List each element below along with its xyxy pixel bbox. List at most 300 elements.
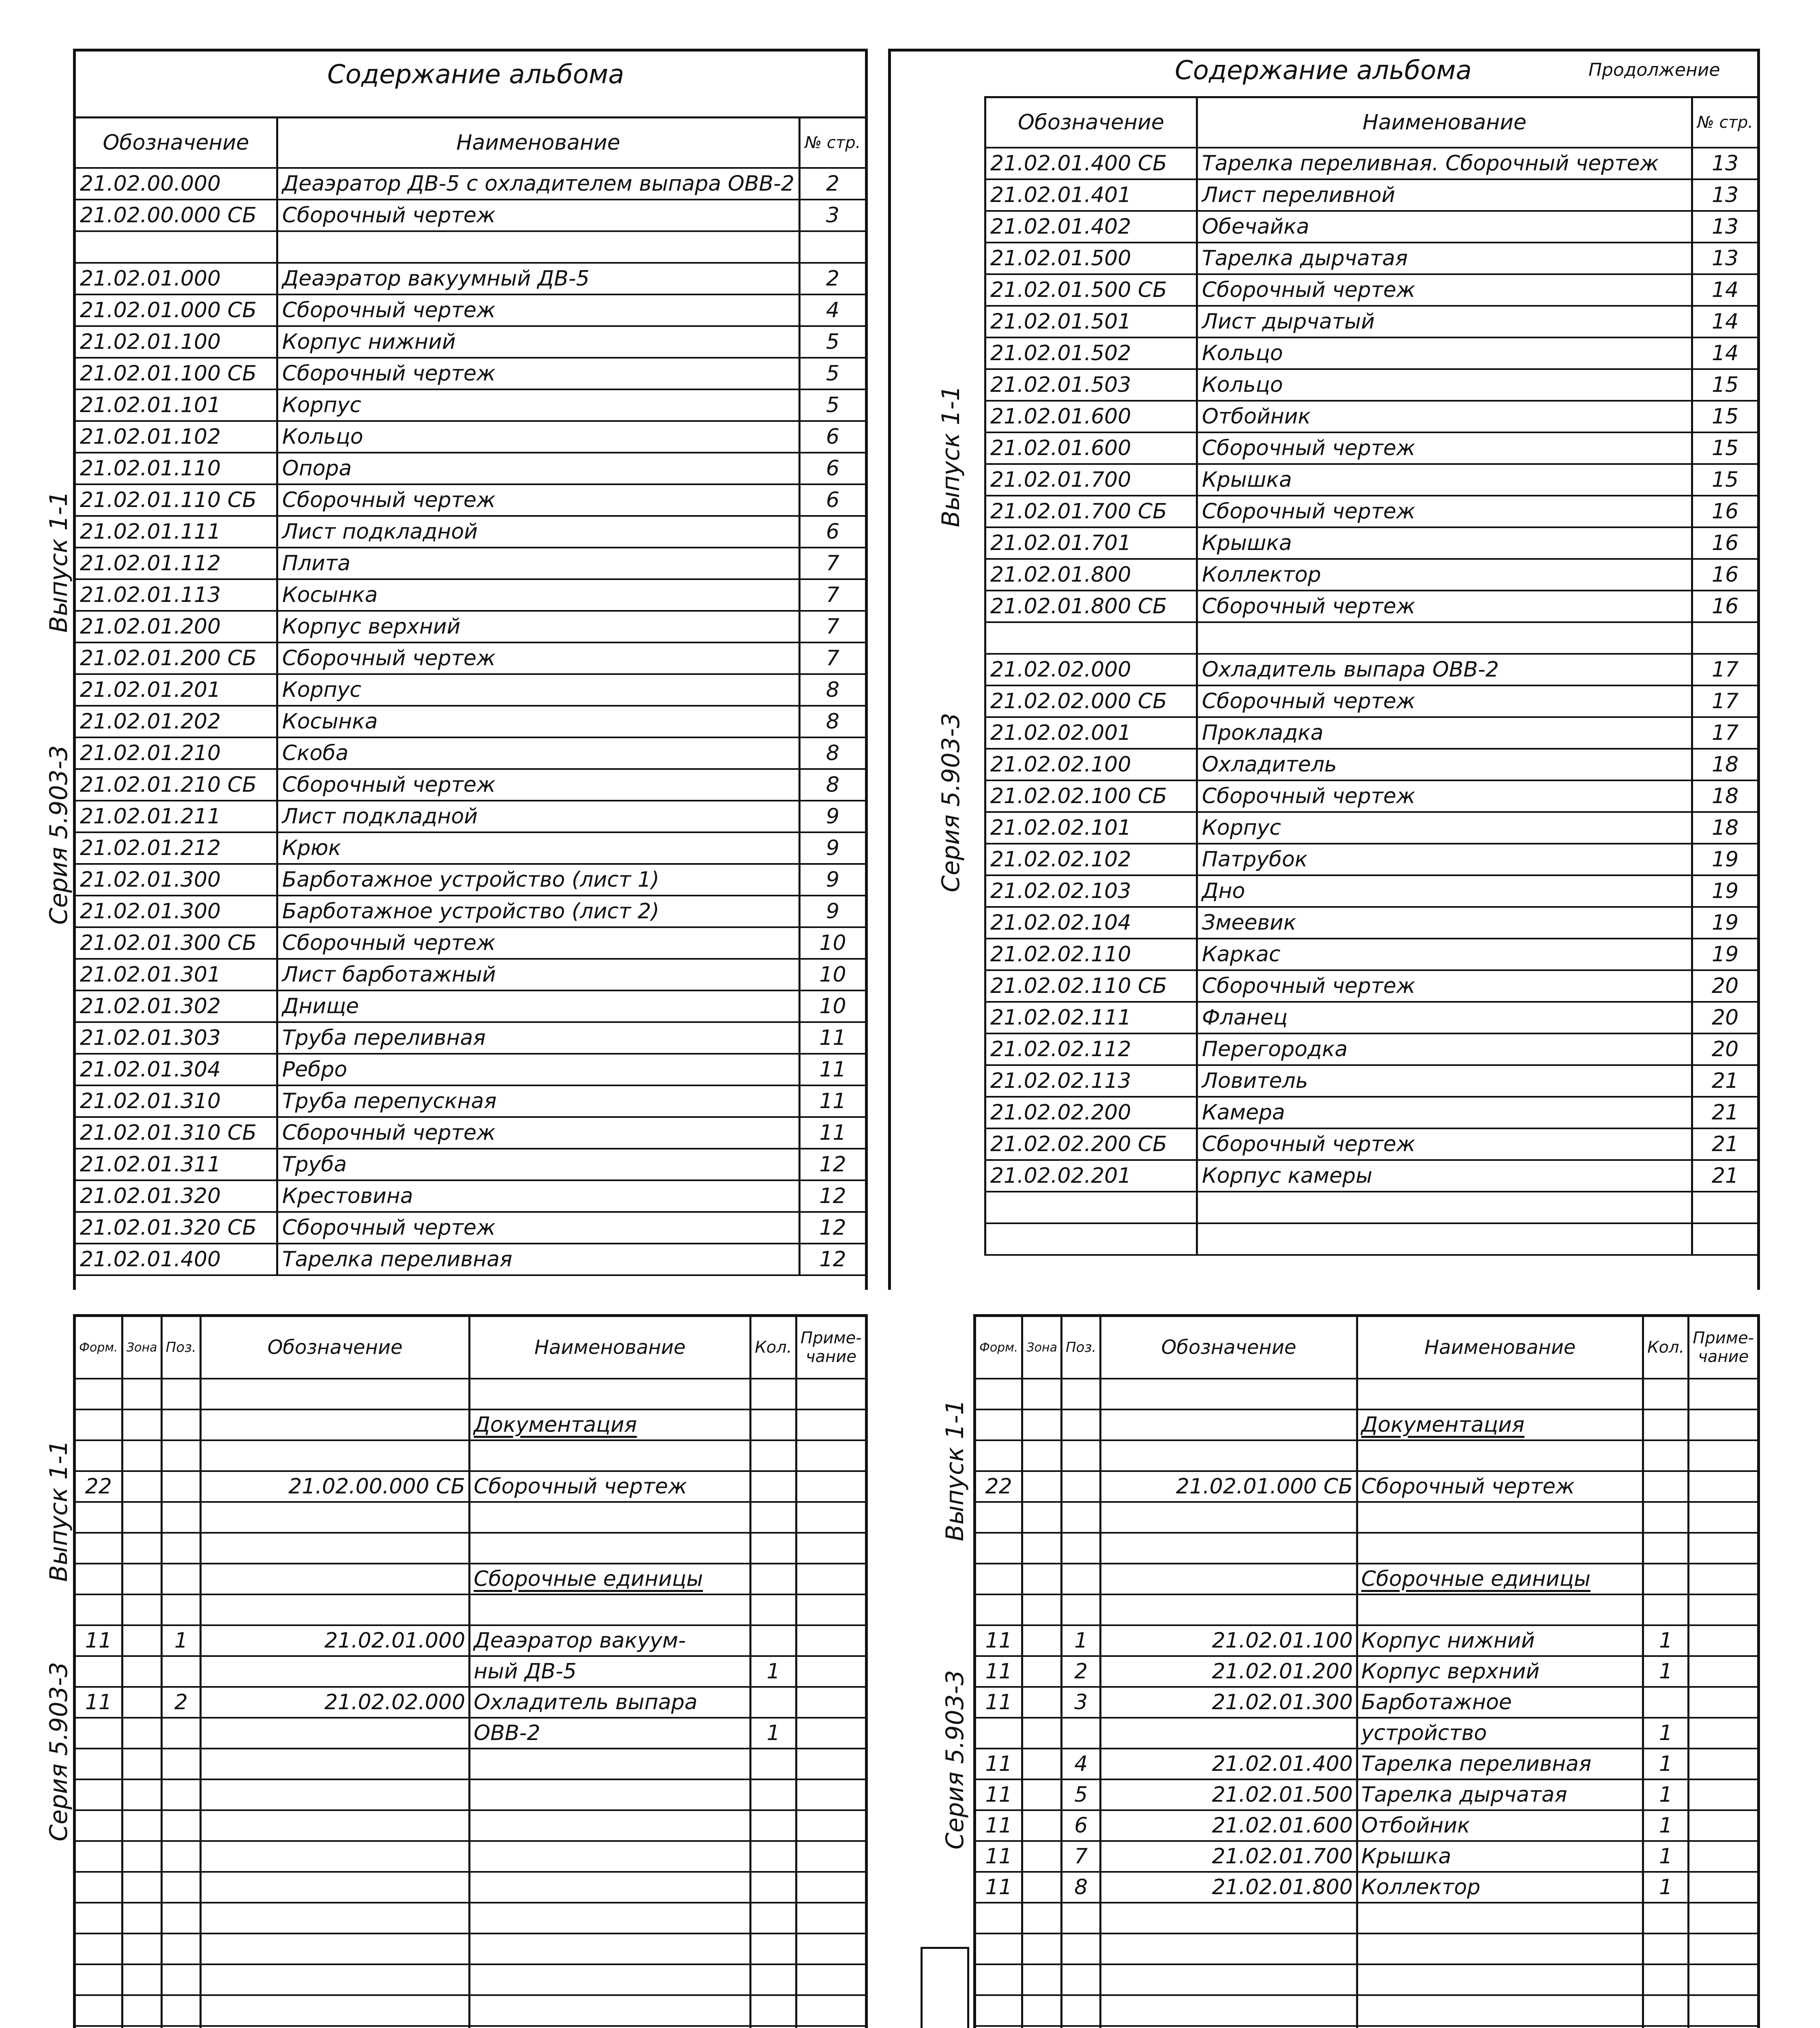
spec-cell-note xyxy=(1689,1625,1757,1656)
spec-cell-note xyxy=(796,1409,865,1440)
spec-cell-zone xyxy=(1022,1440,1062,1471)
spec-cell-note xyxy=(1689,2026,1757,2028)
spec-cell-pos xyxy=(161,1810,201,1841)
spec-cell-qty: 1 xyxy=(1643,1625,1689,1656)
spec-cell-name xyxy=(470,1995,751,2026)
spec-cell-zone xyxy=(1022,1841,1062,1872)
list-cell-name: Корпус xyxy=(277,674,799,706)
spec-cell-zone xyxy=(122,1440,161,1471)
spec-cell-note xyxy=(1689,1564,1757,1594)
list-item xyxy=(985,432,1758,464)
spec-cell-name xyxy=(470,1594,751,1625)
spec-cell-pos xyxy=(161,1502,201,1533)
spec-cell-note xyxy=(1689,1471,1757,1502)
spec-cell-pos: 5 xyxy=(1061,1779,1100,1810)
list-item xyxy=(76,801,865,832)
spec-cell-des xyxy=(1101,1903,1357,1933)
spec-cell-fmt: 11 xyxy=(976,1625,1022,1656)
spec-cell-zone xyxy=(1022,1379,1062,1409)
list-cell-designation: 21.02.02.200 xyxy=(985,1097,1197,1128)
list-cell-designation: 21.02.01.502 xyxy=(985,337,1197,369)
list-cell-designation: 21.02.01.402 xyxy=(985,211,1197,243)
spec-cell-zone xyxy=(122,1502,161,1533)
list-cell-name: Барботажное устройство (лист 2) xyxy=(277,896,799,927)
spec-cell-zone xyxy=(1022,1933,1062,1964)
list-item xyxy=(76,1212,865,1244)
table-row xyxy=(976,1687,1757,1718)
list-cell-name: Кольцо xyxy=(277,421,799,453)
table-row xyxy=(76,1625,865,1656)
list-item xyxy=(985,1033,1758,1065)
spec-cell-qty xyxy=(751,1903,796,1933)
table-row xyxy=(76,1995,865,2026)
list-item xyxy=(76,737,865,769)
list-item xyxy=(985,1192,1758,1223)
spec-cell-fmt xyxy=(976,1502,1022,1533)
spec-cell-name xyxy=(1357,1933,1643,1964)
list-cell-page: 17 xyxy=(1692,717,1757,749)
spec-cell-pos xyxy=(1061,1409,1100,1440)
spec-cell-fmt xyxy=(976,1718,1022,1749)
table-row xyxy=(76,1379,865,1409)
table-row xyxy=(976,1625,1757,1656)
spec-cell-zone xyxy=(1022,1749,1062,1779)
list-item xyxy=(985,243,1758,274)
list-item xyxy=(76,1054,865,1085)
spec-cell-zone xyxy=(122,1564,161,1594)
spec-cell-name xyxy=(1357,2026,1643,2028)
list-cell-name: Охладитель выпара ОВВ-2 xyxy=(1197,654,1692,685)
list-cell-name xyxy=(1197,622,1692,654)
spec-cell-name xyxy=(470,1749,751,1779)
spec-cell-name xyxy=(1357,1594,1643,1625)
list-cell-name: Лист подкладной xyxy=(277,801,799,832)
list-cell-page: 9 xyxy=(799,801,865,832)
spec-cell-name: Документация xyxy=(1357,1409,1643,1440)
spec-cell-pos xyxy=(161,1779,201,1810)
list-cell-page: 21 xyxy=(1692,1065,1757,1097)
spec-cell-note xyxy=(796,1964,865,1995)
spec-cell-name xyxy=(470,1379,751,1409)
spec-cell-fmt: 11 xyxy=(976,1779,1022,1810)
spec-cell-fmt xyxy=(76,1810,122,1841)
list-item xyxy=(985,1128,1758,1160)
list-item xyxy=(76,548,865,579)
spec-cell-des xyxy=(1101,1502,1357,1533)
spec-cell-note xyxy=(1689,1440,1757,1471)
spec-cell-zone xyxy=(1022,1903,1062,1933)
col-pos: Поз. xyxy=(161,1317,201,1379)
list-cell-name: Скоба xyxy=(277,737,799,769)
list-cell-designation: 21.02.01.300 СБ xyxy=(76,927,277,959)
list-cell-page: 13 xyxy=(1692,211,1757,243)
list-cell-name: Крышка xyxy=(1197,527,1692,559)
list-item xyxy=(76,200,865,231)
spec-cell-note xyxy=(796,1440,865,1471)
spec-cell-name: Сборочные единицы xyxy=(1357,1564,1643,1594)
spec-cell-zone xyxy=(122,1749,161,1779)
spec-cell-fmt xyxy=(76,2026,122,2028)
list-cell-designation: 21.02.01.102 xyxy=(76,421,277,453)
spec-cell-fmt xyxy=(76,1749,122,1779)
spec-cell-zone xyxy=(122,1471,161,1502)
list-cell-name: Барботажное устройство (лист 1) xyxy=(277,864,799,896)
list-item xyxy=(76,1022,865,1054)
spec-cell-des: 21.02.01.000 СБ xyxy=(1101,1471,1357,1502)
right-contents-continuation: Продолжение xyxy=(1588,60,1720,80)
col-name: Наименование xyxy=(470,1317,751,1379)
list-item xyxy=(985,749,1758,780)
spec-cell-qty: 1 xyxy=(751,1656,796,1687)
spec-cell-pos xyxy=(161,1933,201,1964)
list-cell-name: Дно xyxy=(1197,875,1692,907)
spec-cell-des: 21.02.01.000 xyxy=(201,1625,470,1656)
list-cell-page: 4 xyxy=(799,294,865,326)
spec-cell-qty xyxy=(751,1594,796,1625)
col-zone: Зона xyxy=(122,1317,161,1379)
spec-cell-pos: 6 xyxy=(1061,1810,1100,1841)
list-item xyxy=(985,401,1758,432)
list-cell-designation: 21.02.01.202 xyxy=(76,706,277,737)
list-cell-designation: 21.02.02.112 xyxy=(985,1033,1197,1065)
spec-cell-pos: 1 xyxy=(1061,1625,1100,1656)
list-cell-designation: 21.02.01.311 xyxy=(76,1149,277,1180)
spec-cell-qty: 1 xyxy=(1643,1872,1689,1903)
spec-cell-note xyxy=(796,1841,865,1872)
list-item xyxy=(76,294,865,326)
col-format: Форм. xyxy=(976,1317,1022,1379)
spec-cell-fmt xyxy=(76,1872,122,1903)
spec-cell-note xyxy=(1689,1872,1757,1903)
list-cell-name: Сборочный чертеж xyxy=(1197,591,1692,622)
table-row xyxy=(976,1964,1757,1995)
spec-cell-des xyxy=(201,1903,470,1933)
spec-cell-des xyxy=(201,1594,470,1625)
left-spec-panel xyxy=(73,1314,868,2028)
table-row xyxy=(976,1379,1757,1409)
spec-cell-name xyxy=(470,1841,751,1872)
spec-cell-name: Документация xyxy=(470,1409,751,1440)
spec-cell-name xyxy=(470,1903,751,1933)
spec-cell-zone xyxy=(1022,2026,1062,2028)
spec-cell-des xyxy=(1101,1409,1357,1440)
spec-cell-zone xyxy=(122,1379,161,1409)
list-cell-designation: 21.02.01.400 СБ xyxy=(985,148,1197,179)
list-cell-page: 19 xyxy=(1692,844,1757,875)
list-cell-page: 14 xyxy=(1692,337,1757,369)
list-cell-page: 5 xyxy=(799,326,865,358)
spec-cell-fmt: 11 xyxy=(76,1687,122,1718)
list-cell-page: 13 xyxy=(1692,243,1757,274)
list-cell-name: Днище xyxy=(277,990,799,1022)
spec-cell-note xyxy=(796,1502,865,1533)
list-cell-designation: 21.02.01.701 xyxy=(985,527,1197,559)
spec-cell-des: 21.02.01.200 xyxy=(1101,1656,1357,1687)
spec-cell-name: устройство xyxy=(1357,1718,1643,1749)
spec-cell-fmt xyxy=(976,1440,1022,1471)
spec-cell-des xyxy=(201,1533,470,1564)
spec-cell-qty xyxy=(1643,1379,1689,1409)
spec-cell-name xyxy=(470,1810,751,1841)
spec-cell-des xyxy=(201,1810,470,1841)
col-name: Наименование xyxy=(1197,97,1692,148)
list-cell-name: Труба перепускная xyxy=(277,1085,799,1117)
table-row xyxy=(76,1409,865,1440)
list-cell-designation: 21.02.00.000 xyxy=(76,168,277,200)
list-cell-designation: 21.02.01.300 xyxy=(76,896,277,927)
spec-cell-name: Барботажное xyxy=(1357,1687,1643,1718)
spec-cell-qty xyxy=(751,1810,796,1841)
col-format: Форм. xyxy=(76,1317,122,1379)
list-cell-page xyxy=(799,231,865,263)
spec-cell-fmt xyxy=(76,1841,122,1872)
spec-cell-qty xyxy=(751,1533,796,1564)
list-item xyxy=(985,685,1758,717)
list-item xyxy=(76,1244,865,1275)
list-cell-designation: 21.02.01.500 СБ xyxy=(985,274,1197,306)
list-cell-page: 7 xyxy=(799,611,865,642)
spec-cell-name: Тарелка переливная xyxy=(1357,1749,1643,1779)
spec-cell-des: 21.02.02.000 xyxy=(201,1687,470,1718)
spec-cell-des: 21.02.01.600 xyxy=(1101,1810,1357,1841)
list-cell-page: 21 xyxy=(1692,1128,1757,1160)
list-item xyxy=(76,674,865,706)
list-cell-name: Корпус xyxy=(277,389,799,421)
vypusk-label-top-right: Выпуск 1-1 xyxy=(937,385,965,527)
spec-cell-fmt xyxy=(76,1379,122,1409)
spec-cell-note xyxy=(796,1625,865,1656)
spec-cell-pos xyxy=(161,1841,201,1872)
spec-cell-name: Сборочные единицы xyxy=(470,1564,751,1594)
list-cell-name: Лист дырчатый xyxy=(1197,306,1692,337)
table-row xyxy=(976,1903,1757,1933)
list-cell-designation: 21.02.02.001 xyxy=(985,717,1197,749)
list-item xyxy=(985,939,1758,970)
list-item xyxy=(76,484,865,516)
vypusk-label-top-left: Выпуск 1-1 xyxy=(45,491,73,633)
list-cell-name: Лист барботажный xyxy=(277,959,799,990)
list-cell-page: 14 xyxy=(1692,274,1757,306)
list-cell-designation: 21.02.01.100 СБ xyxy=(76,358,277,389)
list-cell-name: Корпус камеры xyxy=(1197,1160,1692,1192)
table-row xyxy=(976,1779,1757,1810)
list-cell-designation: 21.02.01.110 xyxy=(76,453,277,484)
spec-cell-zone xyxy=(122,1964,161,1995)
list-cell-name: Сборочный чертеж xyxy=(1197,1128,1692,1160)
list-cell-page: 17 xyxy=(1692,685,1757,717)
list-cell-designation: 21.02.02.000 СБ xyxy=(985,685,1197,717)
spec-cell-qty xyxy=(751,1625,796,1656)
list-item xyxy=(985,1160,1758,1192)
spec-cell-fmt xyxy=(76,1718,122,1749)
spec-cell-zone xyxy=(122,1625,161,1656)
list-cell-name: Сборочный чертеж xyxy=(1197,274,1692,306)
list-item xyxy=(985,780,1758,812)
spec-cell-note xyxy=(796,1903,865,1933)
table-row xyxy=(76,1903,865,1933)
list-cell-name: Корпус нижний xyxy=(277,326,799,358)
list-cell-page: 16 xyxy=(1692,559,1757,591)
table-row xyxy=(76,1564,865,1594)
spec-cell-pos xyxy=(1061,1903,1100,1933)
spec-cell-pos xyxy=(1061,1533,1100,1564)
list-cell-designation: 21.02.01.200 СБ xyxy=(76,642,277,674)
spec-cell-des: 21.02.01.700 xyxy=(1101,1841,1357,1872)
list-item xyxy=(985,179,1758,211)
list-cell-designation: 21.02.01.301 xyxy=(76,959,277,990)
list-cell-page: 8 xyxy=(799,769,865,801)
list-cell-designation xyxy=(76,231,277,263)
spec-cell-des xyxy=(201,2026,470,2028)
spec-cell-pos xyxy=(1061,1933,1100,1964)
spec-cell-zone xyxy=(122,1841,161,1872)
list-cell-designation: 21.02.01.700 СБ xyxy=(985,496,1197,527)
list-item xyxy=(76,453,865,484)
spec-cell-name xyxy=(470,1533,751,1564)
list-cell-page xyxy=(1692,1192,1757,1223)
right-contents-table xyxy=(984,96,1757,1256)
list-cell-name: Труба xyxy=(277,1149,799,1180)
spec-cell-fmt xyxy=(76,1564,122,1594)
vypusk-label-bottom-right: Выпуск 1-1 xyxy=(941,1399,969,1541)
spec-cell-note xyxy=(796,1749,865,1779)
list-item xyxy=(76,642,865,674)
list-cell-name: Опора xyxy=(277,453,799,484)
list-cell-designation: 21.02.02.100 СБ xyxy=(985,780,1197,812)
table-row xyxy=(76,1533,865,1564)
spec-cell-zone xyxy=(122,1872,161,1903)
spec-cell-fmt xyxy=(976,1594,1022,1625)
spec-cell-name xyxy=(470,1964,751,1995)
spec-cell-note xyxy=(1689,1533,1757,1564)
spec-cell-note xyxy=(796,1564,865,1594)
list-cell-name: Сборочный чертеж xyxy=(277,200,799,231)
col-note: Приме- чание xyxy=(1689,1317,1757,1379)
list-cell-name: Змеевик xyxy=(1197,907,1692,939)
list-cell-designation: 21.02.01.310 xyxy=(76,1085,277,1117)
spec-cell-zone xyxy=(1022,1625,1062,1656)
list-item xyxy=(985,496,1758,527)
spec-cell-zone xyxy=(122,1409,161,1440)
list-item xyxy=(76,1180,865,1212)
spec-cell-qty xyxy=(1643,2026,1689,2028)
spec-cell-des xyxy=(1101,1379,1357,1409)
table-row xyxy=(76,1718,865,1749)
list-cell-designation: 21.02.02.110 СБ xyxy=(985,970,1197,1002)
spec-cell-fmt: 22 xyxy=(976,1471,1022,1502)
spec-cell-note xyxy=(796,2026,865,2028)
spec-cell-des xyxy=(1101,1995,1357,2026)
list-cell-name: Кольцо xyxy=(1197,337,1692,369)
list-cell-designation: 21.02.01.200 xyxy=(76,611,277,642)
list-cell-designation: 21.02.01.320 xyxy=(76,1180,277,1212)
list-cell-name: Сборочный чертеж xyxy=(1197,432,1692,464)
spec-cell-zone xyxy=(122,1810,161,1841)
spec-cell-note xyxy=(1689,1903,1757,1933)
list-item xyxy=(76,421,865,453)
spec-cell-qty xyxy=(751,1379,796,1409)
table-row xyxy=(76,2026,865,2028)
spec-cell-pos xyxy=(161,1656,201,1687)
list-cell-page: 15 xyxy=(1692,369,1757,401)
spec-cell-zone xyxy=(1022,1471,1062,1502)
list-cell-page: 9 xyxy=(799,896,865,927)
spec-cell-des: 21.02.01.400 xyxy=(1101,1749,1357,1779)
list-cell-name: Тарелка дырчатая xyxy=(1197,243,1692,274)
list-cell-page: 18 xyxy=(1692,812,1757,844)
spec-cell-name: ОВВ-2 xyxy=(470,1718,751,1749)
list-cell-page: 7 xyxy=(799,548,865,579)
spec-cell-qty xyxy=(751,1964,796,1995)
list-cell-page: 7 xyxy=(799,642,865,674)
list-cell-designation: 21.02.02.110 xyxy=(985,939,1197,970)
table-row xyxy=(76,1779,865,1810)
table-row xyxy=(976,2026,1757,2028)
spec-cell-note xyxy=(1689,1594,1757,1625)
list-item xyxy=(76,832,865,864)
spec-cell-name: Сборочный чертеж xyxy=(1357,1471,1643,1502)
spec-cell-qty xyxy=(1643,1440,1689,1471)
vypusk-label-bottom-left: Выпуск 1-1 xyxy=(45,1440,73,1582)
spec-cell-des xyxy=(1101,1440,1357,1471)
list-cell-page: 15 xyxy=(1692,464,1757,496)
spec-cell-des xyxy=(201,1718,470,1749)
spec-cell-zone xyxy=(122,1687,161,1718)
spec-cell-fmt xyxy=(976,1379,1022,1409)
list-cell-designation: 21.02.01.501 xyxy=(985,306,1197,337)
list-item xyxy=(76,769,865,801)
spec-cell-fmt: 22 xyxy=(76,1471,122,1502)
list-cell-designation: 21.02.01.112 xyxy=(76,548,277,579)
list-cell-name: Сборочный чертеж xyxy=(1197,780,1692,812)
spec-cell-qty xyxy=(1643,1533,1689,1564)
spec-cell-name: ный ДВ-5 xyxy=(470,1656,751,1687)
table-row xyxy=(76,1594,865,1625)
spec-cell-pos xyxy=(1061,1379,1100,1409)
spec-cell-des xyxy=(201,1841,470,1872)
list-item xyxy=(985,812,1758,844)
spec-cell-pos xyxy=(1061,1718,1100,1749)
spec-cell-qty xyxy=(751,1471,796,1502)
spec-cell-des: 21.02.01.800 xyxy=(1101,1872,1357,1903)
spec-cell-pos xyxy=(161,1379,201,1409)
list-cell-name: Деаэратор ДВ-5 с охладителем выпара ОВВ-2 xyxy=(277,168,799,200)
list-cell-designation: 21.02.00.000 СБ xyxy=(76,200,277,231)
list-cell-page: 21 xyxy=(1692,1160,1757,1192)
table-row xyxy=(76,1964,865,1995)
spec-cell-pos: 1 xyxy=(161,1625,201,1656)
list-item xyxy=(985,369,1758,401)
list-cell-page: 6 xyxy=(799,453,865,484)
list-cell-page: 7 xyxy=(799,579,865,611)
spec-cell-fmt xyxy=(976,1964,1022,1995)
spec-cell-fmt xyxy=(76,1502,122,1533)
spec-cell-zone xyxy=(1022,1533,1062,1564)
list-cell-designation: 21.02.02.000 xyxy=(985,654,1197,685)
spec-cell-pos xyxy=(1061,1964,1100,1995)
spec-cell-name xyxy=(470,2026,751,2028)
table-row xyxy=(76,1687,865,1718)
list-cell-name: Сборочный чертеж xyxy=(1197,970,1692,1002)
list-cell-designation: 21.02.01.500 xyxy=(985,243,1197,274)
list-cell-name: Сборочный чертеж xyxy=(1197,496,1692,527)
list-cell-designation: 21.02.01.111 xyxy=(76,516,277,548)
spec-cell-qty: 1 xyxy=(1643,1656,1689,1687)
list-cell-page: 21 xyxy=(1692,1097,1757,1128)
list-cell-page: 10 xyxy=(799,990,865,1022)
spec-cell-pos xyxy=(161,1409,201,1440)
list-item xyxy=(985,211,1758,243)
